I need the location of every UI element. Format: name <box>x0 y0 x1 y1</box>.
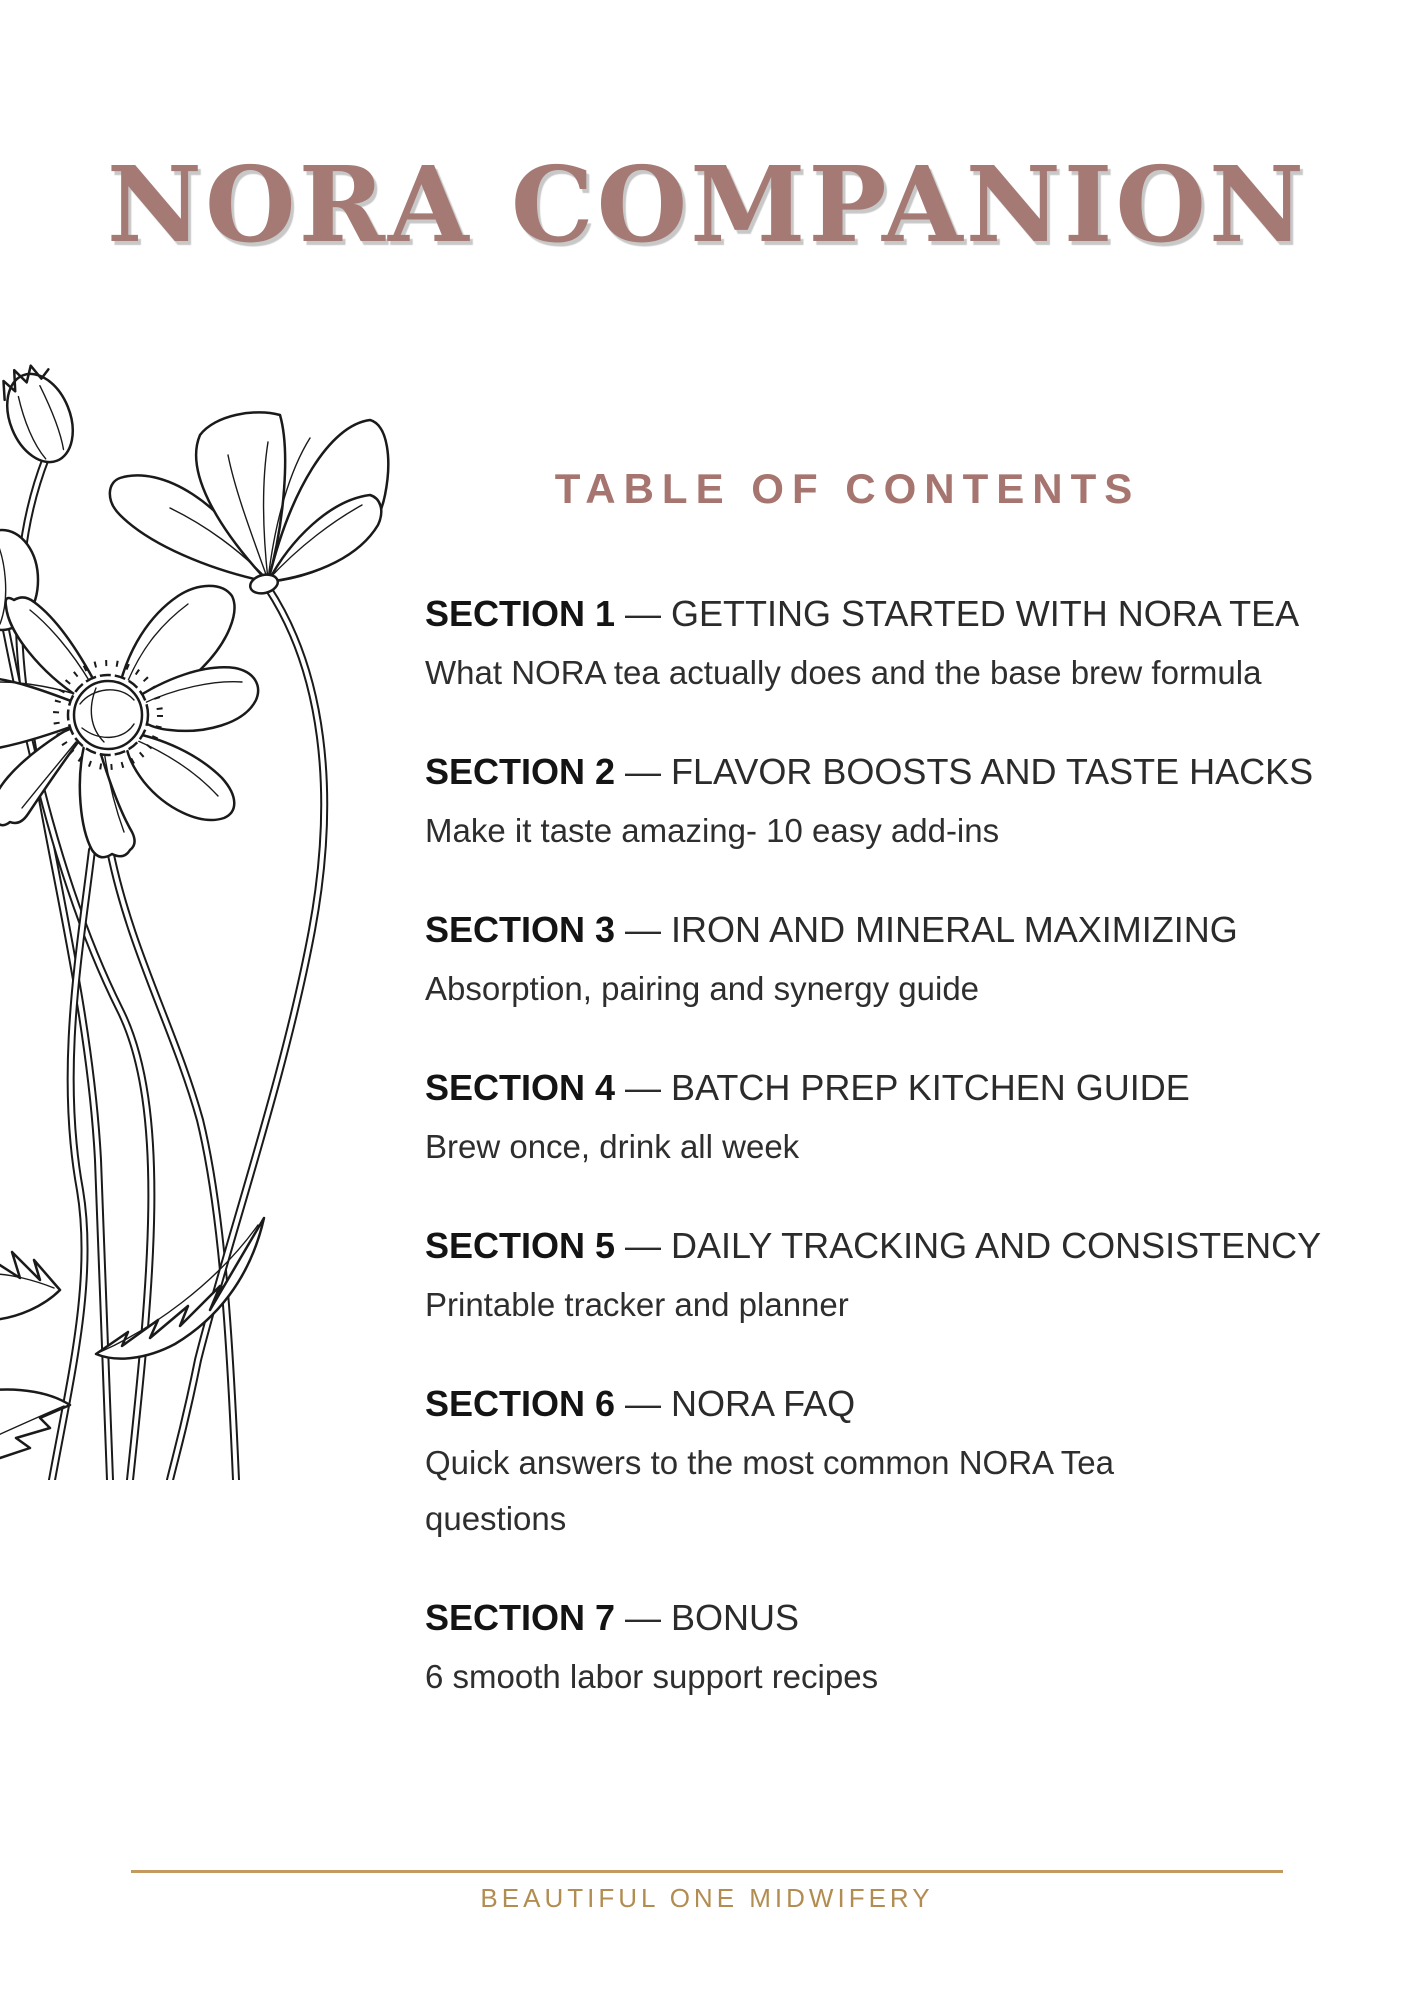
section-description: Make it taste amazing- 10 easy add-ins <box>425 812 1000 849</box>
section-title: GETTING STARTED WITH NORA TEA <box>671 593 1300 634</box>
section-heading <box>425 589 1300 639</box>
poppy-cup-flower <box>110 412 388 596</box>
section-label: SECTION 6 <box>425 1383 616 1424</box>
page-title: NORA COMPANION <box>106 143 1308 266</box>
section-description: Absorption, pairing and synergy guide <box>425 970 980 1007</box>
section-title: IRON AND MINERAL MAXIMIZING <box>671 909 1238 950</box>
section-label: SECTION 3 <box>425 909 616 950</box>
section-separator: — <box>625 1383 662 1424</box>
toc-section <box>425 589 1300 701</box>
section-title: NORA FAQ <box>671 1383 856 1424</box>
poppy-bud <box>0 357 85 472</box>
section-heading <box>425 1221 1322 1271</box>
section-separator: — <box>625 1225 662 1266</box>
section-title: DAILY TRACKING AND CONSISTENCY <box>671 1225 1322 1266</box>
poppy-illustration <box>0 330 400 1480</box>
toc-section <box>425 1063 1270 1175</box>
section-label: SECTION 1 <box>425 593 616 634</box>
section-separator: — <box>625 593 662 634</box>
section-label: SECTION 5 <box>425 1225 616 1266</box>
table-of-contents <box>425 465 1322 1751</box>
section-label: SECTION 7 <box>425 1597 616 1638</box>
section-heading <box>425 1063 1270 1113</box>
section-label: SECTION 2 <box>425 751 616 792</box>
section-separator: — <box>625 751 662 792</box>
toc-section <box>425 1379 1270 1547</box>
section-title: BONUS <box>671 1597 800 1638</box>
section-separator: — <box>625 1067 662 1108</box>
footer-brand: BEAUTIFUL ONE MIDWIFERY <box>480 1883 934 1913</box>
section-description: Quick answers to the most common NORA Tea <box>425 1444 1114 1481</box>
section-label: SECTION 4 <box>425 1067 616 1108</box>
section-separator: — <box>625 1597 662 1638</box>
section-heading <box>425 747 1314 797</box>
toc-section <box>425 1221 1322 1333</box>
section-title: FLAVOR BOOSTS AND TASTE HACKS <box>671 751 1314 792</box>
toc-heading: TABLE OF CONTENTS <box>554 465 1141 512</box>
section-heading <box>425 1593 1270 1643</box>
section-description: What NORA tea actually does and the base brew formula <box>425 654 1262 691</box>
section-description: Brew once, drink all week <box>425 1128 800 1165</box>
section-description-line2: questions <box>425 1500 567 1537</box>
toc-section <box>425 905 1270 1017</box>
section-description: 6 smooth labor support recipes <box>425 1658 879 1695</box>
section-separator: — <box>625 909 662 950</box>
section-heading <box>425 1379 1270 1429</box>
section-title: BATCH PREP KITCHEN GUIDE <box>671 1067 1190 1108</box>
section-description: Printable tracker and planner <box>425 1286 849 1323</box>
poppy-open-flower <box>0 586 258 857</box>
toc-section <box>425 747 1314 859</box>
footer-divider <box>131 1870 1283 1873</box>
section-heading <box>425 905 1270 955</box>
poppy-line-art-svg <box>0 330 400 1480</box>
toc-section <box>425 1593 1270 1705</box>
